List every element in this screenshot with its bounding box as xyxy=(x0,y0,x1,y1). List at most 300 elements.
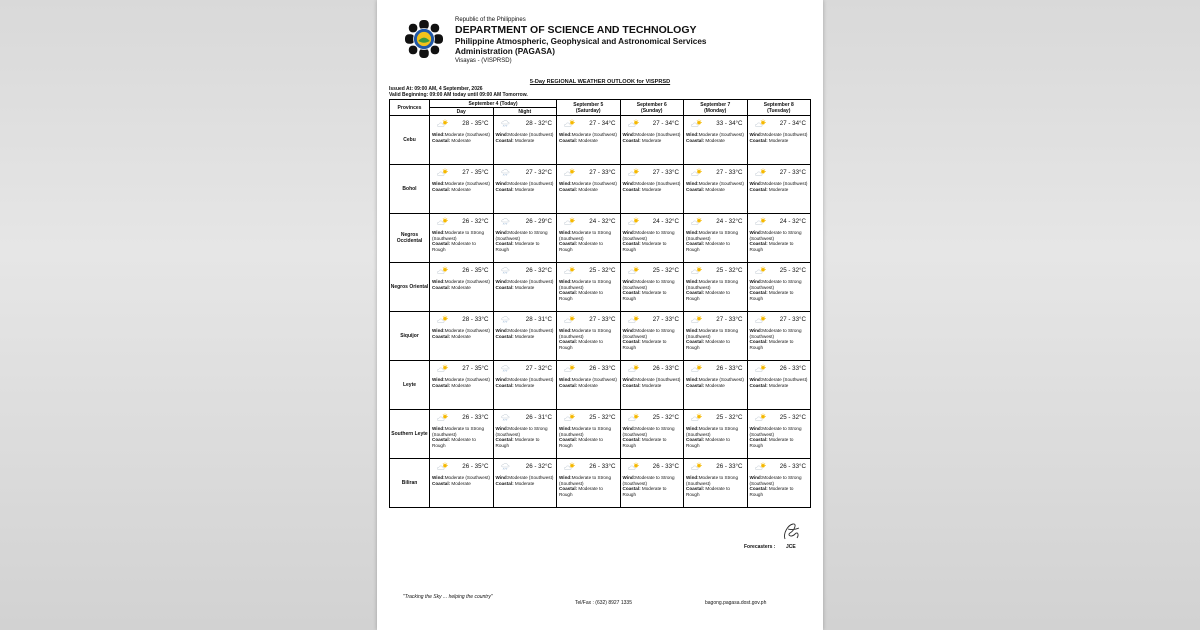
temperature-range: 25 - 32°C xyxy=(779,267,806,274)
cloudy-rain-icon xyxy=(500,364,514,373)
coastal-label: Coastal: xyxy=(749,486,768,492)
forecasters-label: Forecasters : xyxy=(744,544,776,550)
coastal-label: Coastal: xyxy=(622,382,641,388)
coastal-value: Moderate xyxy=(451,480,471,486)
wind-value: Moderate (Southwest) xyxy=(698,132,744,137)
wind-value: Moderate (Southwest) xyxy=(635,377,681,382)
temperature-range: 27 - 33°C xyxy=(652,316,679,323)
wind-label: Wind: xyxy=(622,132,636,137)
temperature-range: 24 - 32°C xyxy=(779,218,806,225)
partly-cloudy-sun-icon xyxy=(436,119,450,128)
forecast-cell xyxy=(557,459,621,508)
wind-label: Wind: xyxy=(432,475,445,480)
temperature-range: 27 - 32°C xyxy=(525,169,552,176)
forecast-cell xyxy=(430,214,494,263)
forecast-cell xyxy=(493,361,557,410)
temperature-range: 26 - 35°C xyxy=(462,267,489,274)
temperature-range: 27 - 34°C xyxy=(652,120,679,127)
temperature-range: 25 - 32°C xyxy=(589,267,616,274)
wind-label: Wind: xyxy=(495,377,509,382)
temperature-range: 27 - 32°C xyxy=(525,365,552,372)
coastal-label: Coastal: xyxy=(432,437,451,443)
coastal-label: Coastal: xyxy=(622,186,641,192)
coastal-label: Coastal: xyxy=(749,186,768,192)
partly-cloudy-sun-icon xyxy=(436,413,450,422)
wind-label: Wind: xyxy=(749,279,763,284)
forecast-cell xyxy=(430,410,494,459)
forecast-cell xyxy=(747,459,811,508)
wind-coastal-text xyxy=(496,426,555,448)
header-office: Visayas - (VISPRSD) xyxy=(455,58,512,64)
wind-label: Wind: xyxy=(686,475,699,480)
coastal-value: Moderate to Rough xyxy=(622,241,667,252)
temperature-range: 26 - 33°C xyxy=(779,463,806,470)
wind-label: Wind: xyxy=(686,426,699,431)
wind-value: Moderate to Strong (Southwest) xyxy=(559,426,612,437)
coastal-value: Moderate xyxy=(768,382,789,388)
forecast-cell xyxy=(557,263,621,312)
forecast-cell xyxy=(684,361,748,410)
wind-coastal-text xyxy=(496,328,555,339)
coastal-label: Coastal: xyxy=(686,486,705,492)
wind-value: Moderate to Strong (Southwest) xyxy=(495,426,548,437)
wind-value: Moderate to Strong (Southwest) xyxy=(686,475,739,486)
wind-coastal-text xyxy=(686,377,745,388)
wind-value: Moderate to Strong (Southwest) xyxy=(749,328,802,339)
partly-cloudy-sun-icon xyxy=(627,168,641,177)
wind-coastal-text xyxy=(750,230,809,252)
partly-cloudy-sun-icon xyxy=(436,168,450,177)
partly-cloudy-sun-icon xyxy=(563,266,577,275)
wind-label: Wind: xyxy=(749,230,763,235)
forecast-cell xyxy=(493,459,557,508)
table-row xyxy=(390,459,811,508)
coastal-label: Coastal: xyxy=(432,241,451,247)
day-header-3: September 7 (Monday) xyxy=(684,100,748,116)
coastal-label: Coastal: xyxy=(495,284,514,290)
wind-label: Wind: xyxy=(559,230,572,235)
province-name: Southern Leyte xyxy=(390,410,430,459)
wind-value: Moderate (Southwest) xyxy=(444,279,490,284)
wind-value: Moderate (Southwest) xyxy=(508,279,554,284)
coastal-label: Coastal: xyxy=(559,486,578,492)
forecast-cell xyxy=(493,214,557,263)
partly-cloudy-sun-icon xyxy=(690,315,704,324)
province-name: Negros Oriental xyxy=(390,263,430,312)
temperature-range: 27 - 34°C xyxy=(589,120,616,127)
forecast-cell xyxy=(747,214,811,263)
partly-cloudy-sun-icon xyxy=(627,266,641,275)
wind-value: Moderate (Southwest) xyxy=(508,377,554,382)
temperature-range: 27 - 33°C xyxy=(589,169,616,176)
dost-pagasa-logo xyxy=(405,20,443,58)
wind-value: Moderate (Southwest) xyxy=(444,377,490,382)
forecast-cell xyxy=(684,263,748,312)
wind-coastal-text xyxy=(623,181,682,192)
header-agency-line1: Philippine Atmospheric, Geophysical and Astronomical Services xyxy=(455,37,707,46)
wind-coastal-text xyxy=(686,230,745,252)
partly-cloudy-sun-icon xyxy=(436,217,450,226)
forecast-cell xyxy=(747,312,811,361)
temperature-range: 26 - 31°C xyxy=(525,414,552,421)
wind-coastal-text xyxy=(750,181,809,192)
wind-coastal-text xyxy=(559,328,618,350)
coastal-label: Coastal: xyxy=(432,382,451,388)
temperature-range: 26 - 32°C xyxy=(525,463,552,470)
wind-coastal-text xyxy=(686,426,745,448)
wind-label: Wind: xyxy=(432,230,445,235)
wind-coastal-text xyxy=(750,279,809,301)
wind-coastal-text xyxy=(623,132,682,143)
coastal-value: Moderate xyxy=(578,137,598,143)
forecast-cell xyxy=(684,312,748,361)
wind-label: Wind: xyxy=(495,279,509,284)
coastal-label: Coastal: xyxy=(495,186,514,192)
wind-label: Wind: xyxy=(559,181,572,186)
temperature-range: 25 - 32°C xyxy=(716,414,743,421)
partly-cloudy-sun-icon xyxy=(754,315,768,324)
valid-beginning: Valid Beginning: 09:00 AM today until 09:00 AM Tomorrow. xyxy=(389,92,528,98)
wind-label: Wind: xyxy=(559,426,572,431)
partly-cloudy-sun-icon xyxy=(436,266,450,275)
wind-coastal-text xyxy=(432,132,491,143)
wind-coastal-text xyxy=(559,475,618,497)
temperature-range: 26 - 33°C xyxy=(589,365,616,372)
temperature-range: 26 - 35°C xyxy=(462,463,489,470)
cloudy-rain-icon xyxy=(500,315,514,324)
forecast-cell xyxy=(747,361,811,410)
forecast-cell xyxy=(430,312,494,361)
coastal-label: Coastal: xyxy=(559,382,578,388)
temperature-range: 33 - 34°C xyxy=(716,120,743,127)
wind-value: Moderate to Strong (Southwest) xyxy=(559,475,612,486)
temperature-range: 28 - 31°C xyxy=(525,316,552,323)
wind-label: Wind: xyxy=(622,377,636,382)
wind-coastal-text xyxy=(432,181,491,192)
forecast-cell xyxy=(684,459,748,508)
wind-value: Moderate (Southwest) xyxy=(508,328,554,333)
wind-value: Moderate (Southwest) xyxy=(762,181,808,186)
wind-coastal-text xyxy=(496,377,555,388)
wind-label: Wind: xyxy=(559,328,572,333)
partly-cloudy-sun-icon xyxy=(754,217,768,226)
forecast-cell xyxy=(493,116,557,165)
partly-cloudy-sun-icon xyxy=(754,364,768,373)
coastal-value: Moderate xyxy=(514,333,535,339)
forecast-cell xyxy=(620,214,684,263)
forecast-cell xyxy=(493,165,557,214)
forecast-cell xyxy=(430,459,494,508)
forecast-cell xyxy=(493,263,557,312)
coastal-value: Moderate to Rough xyxy=(749,339,794,350)
forecast-cell xyxy=(747,410,811,459)
temperature-range: 26 - 33°C xyxy=(716,365,743,372)
coastal-label: Coastal: xyxy=(495,480,514,486)
coastal-value: Moderate to Rough xyxy=(495,241,540,252)
temperature-range: 26 - 32°C xyxy=(462,218,489,225)
coastal-label: Coastal: xyxy=(686,137,705,143)
partly-cloudy-sun-icon xyxy=(627,315,641,324)
forecaster-name: JCE xyxy=(786,544,796,550)
wind-label: Wind: xyxy=(749,181,763,186)
forecast-cell xyxy=(493,312,557,361)
coastal-value: Moderate xyxy=(641,137,662,143)
coastal-label: Coastal: xyxy=(686,382,705,388)
partly-cloudy-sun-icon xyxy=(563,462,577,471)
day-header-1: September 5 (Saturday) xyxy=(557,100,621,116)
wind-coastal-text xyxy=(559,181,618,192)
day-header-2: September 6 (Sunday) xyxy=(620,100,684,116)
wind-label: Wind: xyxy=(749,328,763,333)
forecast-cell xyxy=(430,116,494,165)
coastal-label: Coastal: xyxy=(559,437,578,443)
day-header-4: September 8 (Tuesday) xyxy=(747,100,811,116)
temperature-range: 25 - 32°C xyxy=(716,267,743,274)
forecast-cell xyxy=(430,361,494,410)
partly-cloudy-sun-icon xyxy=(690,364,704,373)
coastal-label: Coastal: xyxy=(686,290,705,296)
coastal-label: Coastal: xyxy=(622,290,641,296)
coastal-value: Moderate xyxy=(641,186,662,192)
temperature-range: 28 - 33°C xyxy=(462,316,489,323)
wind-label: Wind: xyxy=(432,132,445,137)
coastal-label: Coastal: xyxy=(749,339,768,345)
wind-value: Moderate (Southwest) xyxy=(762,132,808,137)
partly-cloudy-sun-icon xyxy=(690,119,704,128)
coastal-value: Moderate xyxy=(451,382,471,388)
coastal-label: Coastal: xyxy=(559,339,578,345)
temperature-range: 28 - 35°C xyxy=(462,120,489,127)
partly-cloudy-sun-icon xyxy=(754,266,768,275)
forecast-cell xyxy=(620,459,684,508)
wind-label: Wind: xyxy=(495,475,509,480)
wind-coastal-text xyxy=(750,132,809,143)
temperature-range: 27 - 35°C xyxy=(462,365,489,372)
wind-label: Wind: xyxy=(749,132,763,137)
wind-value: Moderate (Southwest) xyxy=(571,377,617,382)
province-name: Leyte xyxy=(390,361,430,410)
forecast-cell xyxy=(557,165,621,214)
wind-coastal-text xyxy=(496,230,555,252)
wind-value: Moderate (Southwest) xyxy=(444,328,490,333)
coastal-value: Moderate to Rough xyxy=(749,486,794,497)
wind-value: Moderate to Strong (Southwest) xyxy=(622,475,675,486)
today-day-header: Day xyxy=(430,108,494,116)
coastal-value: Moderate xyxy=(514,137,535,143)
coastal-label: Coastal: xyxy=(749,437,768,443)
forecast-cell xyxy=(557,410,621,459)
temperature-range: 26 - 29°C xyxy=(525,218,552,225)
wind-label: Wind: xyxy=(559,132,572,137)
table-row xyxy=(390,116,811,165)
footer-telephone: Tel/Fax : (632) 8927 1335 xyxy=(575,600,632,606)
coastal-value: Moderate to Rough xyxy=(749,437,794,448)
wind-label: Wind: xyxy=(686,132,699,137)
coastal-value: Moderate to Rough xyxy=(622,290,667,301)
table-row xyxy=(390,361,811,410)
coastal-value: Moderate to Rough xyxy=(559,437,603,448)
partly-cloudy-sun-icon xyxy=(690,413,704,422)
wind-label: Wind: xyxy=(432,377,445,382)
wind-coastal-text xyxy=(559,132,618,143)
wind-coastal-text xyxy=(686,328,745,350)
coastal-label: Coastal: xyxy=(495,241,514,247)
wind-value: Moderate (Southwest) xyxy=(508,475,554,480)
partly-cloudy-sun-icon xyxy=(754,119,768,128)
wind-coastal-text xyxy=(623,475,682,497)
table-row xyxy=(390,410,811,459)
temperature-range: 26 - 33°C xyxy=(589,463,616,470)
coastal-label: Coastal: xyxy=(686,241,705,247)
coastal-label: Coastal: xyxy=(495,333,514,339)
cloudy-rain-icon xyxy=(500,413,514,422)
temperature-range: 27 - 34°C xyxy=(779,120,806,127)
coastal-value: Moderate xyxy=(578,186,598,192)
wind-coastal-text xyxy=(432,279,491,290)
coastal-value: Moderate xyxy=(705,186,725,192)
wind-value: Moderate to Strong (Southwest) xyxy=(749,475,802,486)
wind-value: Moderate to Strong (Southwest) xyxy=(622,279,675,290)
wind-coastal-text xyxy=(432,328,491,339)
wind-label: Wind: xyxy=(432,328,445,333)
forecaster-signature xyxy=(779,521,803,543)
coastal-label: Coastal: xyxy=(749,382,768,388)
coastal-label: Coastal: xyxy=(495,437,514,443)
coastal-label: Coastal: xyxy=(749,137,768,143)
wind-label: Wind: xyxy=(622,426,636,431)
coastal-label: Coastal: xyxy=(559,241,578,247)
footer-motto: "Tracking the Sky ... helping the country" xyxy=(403,594,493,600)
partly-cloudy-sun-icon xyxy=(754,413,768,422)
wind-coastal-text xyxy=(623,230,682,252)
wind-coastal-text xyxy=(432,230,491,252)
coastal-value: Moderate to Rough xyxy=(749,241,794,252)
coastal-label: Coastal: xyxy=(622,437,641,443)
wind-coastal-text xyxy=(432,377,491,388)
table-row xyxy=(390,165,811,214)
wind-value: Moderate to Strong (Southwest) xyxy=(622,426,675,437)
coastal-value: Moderate xyxy=(451,333,471,339)
wind-coastal-text xyxy=(750,377,809,388)
coastal-label: Coastal: xyxy=(749,290,768,296)
wind-label: Wind: xyxy=(432,426,445,431)
coastal-value: Moderate xyxy=(705,382,725,388)
header-republic: Republic of the Philippines xyxy=(455,17,526,23)
wind-value: Moderate to Strong (Southwest) xyxy=(686,230,739,241)
wind-value: Moderate to Strong (Southwest) xyxy=(559,230,612,241)
header-agency-line2: Administration (PAGASA) xyxy=(455,47,555,56)
forecast-table xyxy=(389,99,811,508)
coastal-value: Moderate to Rough xyxy=(622,437,667,448)
temperature-range: 24 - 32°C xyxy=(652,218,679,225)
temperature-range: 26 - 33°C xyxy=(652,463,679,470)
coastal-value: Moderate to Rough xyxy=(432,437,476,448)
wind-value: Moderate to Strong (Southwest) xyxy=(432,230,485,241)
wind-coastal-text xyxy=(559,279,618,301)
coastal-label: Coastal: xyxy=(559,186,578,192)
wind-label: Wind: xyxy=(559,475,572,480)
wind-coastal-text xyxy=(686,279,745,301)
coastal-value: Moderate xyxy=(705,137,725,143)
partly-cloudy-sun-icon xyxy=(754,168,768,177)
wind-label: Wind: xyxy=(622,230,636,235)
wind-coastal-text xyxy=(686,181,745,192)
cloudy-rain-icon xyxy=(500,119,514,128)
partly-cloudy-sun-icon xyxy=(563,217,577,226)
temperature-range: 26 - 33°C xyxy=(652,365,679,372)
wind-label: Wind: xyxy=(622,181,636,186)
table-row xyxy=(390,312,811,361)
partly-cloudy-sun-icon xyxy=(690,266,704,275)
issued-at: Issued At: 09:00 AM, 4 September, 2026 xyxy=(389,86,483,92)
partly-cloudy-sun-icon xyxy=(627,119,641,128)
wind-label: Wind: xyxy=(749,426,763,431)
cloudy-rain-icon xyxy=(500,217,514,226)
wind-value: Moderate (Southwest) xyxy=(698,377,744,382)
background-left xyxy=(0,0,377,630)
partly-cloudy-sun-icon xyxy=(436,462,450,471)
wind-label: Wind: xyxy=(495,328,509,333)
wind-label: Wind: xyxy=(622,279,636,284)
wind-coastal-text xyxy=(559,426,618,448)
coastal-value: Moderate to Rough xyxy=(559,339,603,350)
coastal-value: Moderate to Rough xyxy=(559,241,603,252)
wind-label: Wind: xyxy=(686,181,699,186)
coastal-label: Coastal: xyxy=(432,137,451,143)
wind-label: Wind: xyxy=(686,279,699,284)
wind-coastal-text xyxy=(623,377,682,388)
wind-value: Moderate (Southwest) xyxy=(508,181,554,186)
wind-label: Wind: xyxy=(495,132,509,137)
coastal-label: Coastal: xyxy=(559,290,578,296)
temperature-range: 27 - 33°C xyxy=(779,316,806,323)
wind-value: Moderate (Southwest) xyxy=(444,475,490,480)
coastal-label: Coastal: xyxy=(559,137,578,143)
forecast-cell xyxy=(620,263,684,312)
coastal-label: Coastal: xyxy=(749,241,768,247)
wind-coastal-text xyxy=(750,475,809,497)
provinces-header: Provinces xyxy=(390,100,430,116)
wind-coastal-text xyxy=(559,230,618,252)
partly-cloudy-sun-icon xyxy=(690,217,704,226)
coastal-label: Coastal: xyxy=(686,437,705,443)
coastal-label: Coastal: xyxy=(495,137,514,143)
wind-coastal-text xyxy=(496,475,555,486)
cloudy-rain-icon xyxy=(500,168,514,177)
wind-label: Wind: xyxy=(432,181,445,186)
coastal-label: Coastal: xyxy=(622,137,641,143)
province-name: Negros Occidental xyxy=(390,214,430,263)
partly-cloudy-sun-icon xyxy=(563,413,577,422)
outlook-title: 5-Day REGIONAL WEATHER OUTLOOK for VISPRSD xyxy=(529,79,671,85)
partly-cloudy-sun-icon xyxy=(627,364,641,373)
wind-label: Wind: xyxy=(432,279,445,284)
coastal-value: Moderate xyxy=(768,137,789,143)
forecast-cell xyxy=(684,165,748,214)
wind-coastal-text xyxy=(559,377,618,388)
partly-cloudy-sun-icon xyxy=(627,413,641,422)
forecast-cell xyxy=(493,410,557,459)
wind-value: Moderate (Southwest) xyxy=(635,132,681,137)
temperature-range: 27 - 33°C xyxy=(652,169,679,176)
province-name: Bohol xyxy=(390,165,430,214)
forecast-cell xyxy=(557,361,621,410)
wind-label: Wind: xyxy=(686,328,699,333)
coastal-value: Moderate to Rough xyxy=(495,437,540,448)
temperature-range: 28 - 32°C xyxy=(525,120,552,127)
wind-value: Moderate (Southwest) xyxy=(571,181,617,186)
wind-value: Moderate to Strong (Southwest) xyxy=(686,279,739,290)
